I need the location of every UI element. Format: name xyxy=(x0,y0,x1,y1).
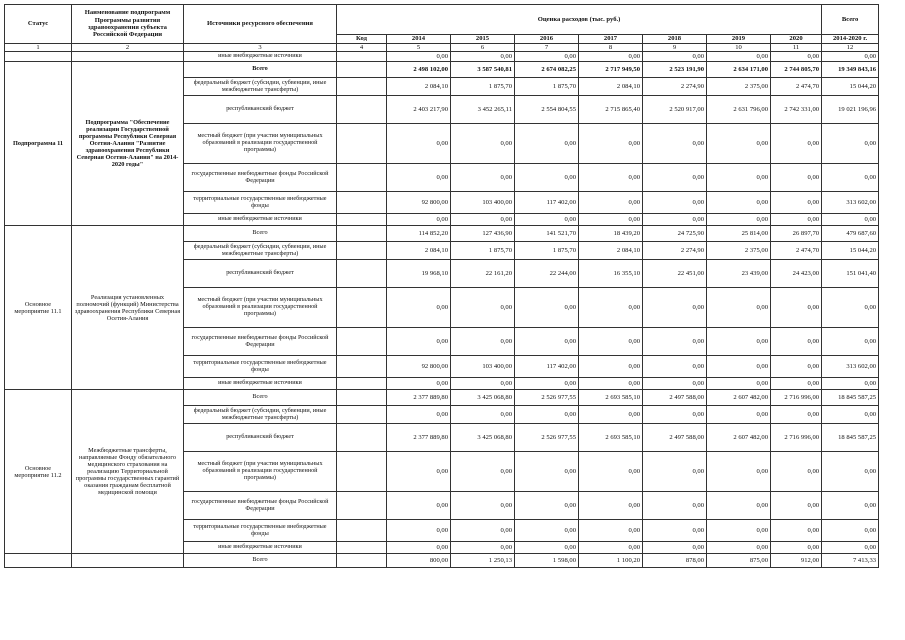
value-cell: 19 968,10 xyxy=(387,260,451,288)
value-cell: 151 041,40 xyxy=(822,260,879,288)
source-cell: территориальные государственные внебюджетные фонды xyxy=(184,192,337,214)
value-cell: 18 845 587,25 xyxy=(822,424,879,452)
value-cell: 0,00 xyxy=(771,124,822,164)
value-cell: 0,00 xyxy=(451,214,515,226)
value-cell: 24 423,00 xyxy=(771,260,822,288)
value-cell: 0,00 xyxy=(579,520,643,542)
value-cell: 0,00 xyxy=(643,164,707,192)
code-cell xyxy=(337,52,387,62)
value-cell: 0,00 xyxy=(579,356,643,378)
value-cell: 18 439,20 xyxy=(579,226,643,242)
value-cell: 0,00 xyxy=(387,520,451,542)
source-cell: Всего xyxy=(184,554,337,568)
code-cell xyxy=(337,452,387,492)
value-cell: 0,00 xyxy=(707,452,771,492)
value-cell: 26 897,70 xyxy=(771,226,822,242)
value-cell: 313 602,00 xyxy=(822,356,879,378)
value-cell: 0,00 xyxy=(771,214,822,226)
value-cell: 0,00 xyxy=(515,452,579,492)
code-cell xyxy=(337,260,387,288)
code-cell xyxy=(337,542,387,554)
value-cell: 0,00 xyxy=(771,406,822,424)
source-cell: государственные внебюджетные фонды Российской Федерации xyxy=(184,492,337,520)
value-cell: 0,00 xyxy=(451,288,515,328)
value-cell: 0,00 xyxy=(822,520,879,542)
source-cell: иные внебюджетные источники xyxy=(184,542,337,554)
value-cell: 800,00 xyxy=(387,554,451,568)
value-cell: 7 413,33 xyxy=(822,554,879,568)
source-cell: иные внебюджетные источники xyxy=(184,214,337,226)
value-cell: 0,00 xyxy=(707,214,771,226)
value-cell: 0,00 xyxy=(822,328,879,356)
code-cell xyxy=(337,226,387,242)
value-cell: 22 451,00 xyxy=(643,260,707,288)
value-cell: 23 439,00 xyxy=(707,260,771,288)
value-cell: 0,00 xyxy=(771,378,822,390)
value-cell: 0,00 xyxy=(771,328,822,356)
value-cell: 0,00 xyxy=(707,406,771,424)
value-cell: 2 674 082,25 xyxy=(515,62,579,78)
value-cell: 875,00 xyxy=(707,554,771,568)
value-cell: 0,00 xyxy=(579,492,643,520)
value-cell: 0,00 xyxy=(387,492,451,520)
program-name-cell: Реализация установленных полномочий (функций) Министерства здравоохранения Республики Северная Осетия-Алания xyxy=(72,226,184,390)
value-cell: 0,00 xyxy=(515,124,579,164)
column-number: 3 xyxy=(184,44,337,52)
value-cell: 0,00 xyxy=(643,214,707,226)
value-cell: 117 402,00 xyxy=(515,356,579,378)
value-cell: 1 100,20 xyxy=(579,554,643,568)
value-cell: 0,00 xyxy=(579,288,643,328)
value-cell: 0,00 xyxy=(771,356,822,378)
source-cell: иные внебюджетные источники xyxy=(184,52,337,62)
value-cell: 22 244,00 xyxy=(515,260,579,288)
code-cell xyxy=(337,520,387,542)
value-cell: 0,00 xyxy=(515,328,579,356)
value-cell: 0,00 xyxy=(387,452,451,492)
table-row xyxy=(5,226,879,242)
value-cell: 127 436,90 xyxy=(451,226,515,242)
value-cell: 0,00 xyxy=(643,356,707,378)
value-cell: 0,00 xyxy=(771,452,822,492)
header-year: 2019 xyxy=(707,35,771,44)
value-cell: 0,00 xyxy=(387,542,451,554)
value-cell: 0,00 xyxy=(707,288,771,328)
value-cell: 1 875,70 xyxy=(515,242,579,260)
code-cell xyxy=(337,328,387,356)
value-cell: 117 402,00 xyxy=(515,192,579,214)
value-cell: 0,00 xyxy=(822,288,879,328)
value-cell: 0,00 xyxy=(822,164,879,192)
value-cell: 0,00 xyxy=(643,492,707,520)
value-cell: 0,00 xyxy=(707,492,771,520)
value-cell: 2 274,90 xyxy=(643,242,707,260)
value-cell: 0,00 xyxy=(515,542,579,554)
table-row xyxy=(5,62,879,78)
code-cell xyxy=(337,124,387,164)
header-total: Всего xyxy=(822,5,879,35)
value-cell: 22 161,20 xyxy=(451,260,515,288)
header-code: Код xyxy=(337,35,387,44)
value-cell: 2 693 585,10 xyxy=(579,390,643,406)
value-cell: 103 400,00 xyxy=(451,356,515,378)
source-cell: Всего xyxy=(184,390,337,406)
column-number: 6 xyxy=(451,44,515,52)
value-cell: 0,00 xyxy=(771,192,822,214)
value-cell: 0,00 xyxy=(579,452,643,492)
value-cell: 0,00 xyxy=(822,492,879,520)
value-cell: 19 349 843,16 xyxy=(822,62,879,78)
value-cell: 0,00 xyxy=(822,52,879,62)
value-cell: 2 716 996,00 xyxy=(771,390,822,406)
value-cell: 141 521,70 xyxy=(515,226,579,242)
source-cell: местный бюджет (при участии муниципальных образований в реализации государственной программы) xyxy=(184,452,337,492)
value-cell: 92 800,00 xyxy=(387,192,451,214)
value-cell: 0,00 xyxy=(451,328,515,356)
header-source: Источники ресурсного обеспечения xyxy=(184,5,337,44)
value-cell: 0,00 xyxy=(515,492,579,520)
header-total-period: 2014-2020 г. xyxy=(822,35,879,44)
value-cell: 2 693 585,10 xyxy=(579,424,643,452)
value-cell: 2 084,10 xyxy=(579,78,643,96)
value-cell: 0,00 xyxy=(579,52,643,62)
value-cell: 0,00 xyxy=(515,52,579,62)
value-cell: 0,00 xyxy=(771,288,822,328)
value-cell: 18 845 587,25 xyxy=(822,390,879,406)
value-cell: 1 875,70 xyxy=(451,242,515,260)
value-cell: 0,00 xyxy=(643,288,707,328)
value-cell: 1 250,13 xyxy=(451,554,515,568)
value-cell: 1 598,00 xyxy=(515,554,579,568)
value-cell: 0,00 xyxy=(579,164,643,192)
value-cell: 114 852,20 xyxy=(387,226,451,242)
code-cell xyxy=(337,214,387,226)
value-cell: 0,00 xyxy=(579,124,643,164)
value-cell: 0,00 xyxy=(771,542,822,554)
value-cell: 0,00 xyxy=(387,406,451,424)
table-row xyxy=(5,390,879,406)
value-cell: 0,00 xyxy=(643,452,707,492)
code-cell xyxy=(337,406,387,424)
value-cell: 24 725,90 xyxy=(643,226,707,242)
name-cell-empty xyxy=(72,52,184,62)
value-cell: 3 452 265,11 xyxy=(451,96,515,124)
value-cell: 0,00 xyxy=(822,452,879,492)
value-cell: 2 631 796,00 xyxy=(707,96,771,124)
value-cell: 2 375,00 xyxy=(707,242,771,260)
value-cell: 0,00 xyxy=(643,52,707,62)
value-cell: 2 607 482,00 xyxy=(707,390,771,406)
source-cell: местный бюджет (при участии муниципальных образований в реализации государственной программы) xyxy=(184,288,337,328)
code-cell xyxy=(337,356,387,378)
header-year: 2018 xyxy=(643,35,707,44)
value-cell: 15 044,20 xyxy=(822,242,879,260)
value-cell: 313 602,00 xyxy=(822,192,879,214)
status-cell-empty xyxy=(5,554,72,568)
value-cell: 0,00 xyxy=(707,378,771,390)
value-cell: 0,00 xyxy=(707,328,771,356)
value-cell: 2 634 171,00 xyxy=(707,62,771,78)
table-body xyxy=(5,52,879,568)
column-number: 10 xyxy=(707,44,771,52)
value-cell: 0,00 xyxy=(387,164,451,192)
value-cell: 0,00 xyxy=(822,378,879,390)
value-cell: 0,00 xyxy=(451,520,515,542)
program-name-cell: Подпрограмма "Обеспечение реализации Государственной программы Республики Северная Осетия-Алания "Развитие здравоохранения Республики Северная Осетия-Алания" на 2014-2020 годы" xyxy=(72,62,184,226)
value-cell: 2 403 217,90 xyxy=(387,96,451,124)
column-number: 2 xyxy=(72,44,184,52)
value-cell: 2 716 996,00 xyxy=(771,424,822,452)
value-cell: 0,00 xyxy=(515,378,579,390)
value-cell: 912,00 xyxy=(771,554,822,568)
status-cell: Подпрограмма 11 xyxy=(5,62,72,226)
value-cell: 0,00 xyxy=(387,52,451,62)
header-year: 2020 xyxy=(771,35,822,44)
value-cell: 2 526 977,55 xyxy=(515,424,579,452)
value-cell: 0,00 xyxy=(387,378,451,390)
value-cell: 0,00 xyxy=(451,164,515,192)
value-cell: 0,00 xyxy=(643,542,707,554)
value-cell: 0,00 xyxy=(707,520,771,542)
column-number: 11 xyxy=(771,44,822,52)
column-number: 4 xyxy=(337,44,387,52)
value-cell: 0,00 xyxy=(771,492,822,520)
value-cell: 0,00 xyxy=(643,328,707,356)
code-cell xyxy=(337,62,387,78)
value-cell: 2 377 889,80 xyxy=(387,424,451,452)
code-cell xyxy=(337,424,387,452)
source-cell: государственные внебюджетные фонды Российской Федерации xyxy=(184,328,337,356)
value-cell: 2 375,00 xyxy=(707,78,771,96)
value-cell: 0,00 xyxy=(707,356,771,378)
value-cell: 103 400,00 xyxy=(451,192,515,214)
value-cell: 0,00 xyxy=(771,164,822,192)
value-cell: 0,00 xyxy=(515,520,579,542)
code-cell xyxy=(337,78,387,96)
code-cell xyxy=(337,390,387,406)
value-cell: 2 742 331,00 xyxy=(771,96,822,124)
value-cell: 0,00 xyxy=(579,406,643,424)
value-cell: 2 715 865,40 xyxy=(579,96,643,124)
name-cell-empty xyxy=(72,554,184,568)
value-cell: 0,00 xyxy=(515,406,579,424)
value-cell: 0,00 xyxy=(822,124,879,164)
header-estimate: Оценка расходов (тыс. руб.) xyxy=(337,5,822,35)
value-cell: 0,00 xyxy=(451,492,515,520)
program-name-cell: Межбюджетные трансферты, направляемые Фонду обязательного медицинского страхования на реализацию Территориальной программы государственных гарантий оказания гражданам бесплатной медицинской помощи xyxy=(72,390,184,554)
code-cell xyxy=(337,288,387,328)
value-cell: 2 497 588,00 xyxy=(643,390,707,406)
value-cell: 2 520 917,00 xyxy=(643,96,707,124)
table-row xyxy=(5,52,879,62)
code-cell xyxy=(337,554,387,568)
value-cell: 2 523 191,90 xyxy=(643,62,707,78)
value-cell: 878,00 xyxy=(643,554,707,568)
value-cell: 0,00 xyxy=(643,192,707,214)
value-cell: 0,00 xyxy=(515,214,579,226)
value-cell: 0,00 xyxy=(822,406,879,424)
value-cell: 0,00 xyxy=(579,378,643,390)
header-year: 2017 xyxy=(579,35,643,44)
column-number: 1 xyxy=(5,44,72,52)
value-cell: 0,00 xyxy=(387,214,451,226)
value-cell: 0,00 xyxy=(451,542,515,554)
value-cell: 0,00 xyxy=(771,52,822,62)
code-cell xyxy=(337,96,387,124)
source-cell: Всего xyxy=(184,62,337,78)
value-cell: 0,00 xyxy=(707,192,771,214)
column-number: 9 xyxy=(643,44,707,52)
value-cell: 2 274,90 xyxy=(643,78,707,96)
value-cell: 0,00 xyxy=(643,406,707,424)
header-year: 2016 xyxy=(515,35,579,44)
code-cell xyxy=(337,492,387,520)
header-year: 2014 xyxy=(387,35,451,44)
source-cell: федеральный бюджет (субсидии, субвенции, иные межбюджетные трансферты) xyxy=(184,242,337,260)
code-cell xyxy=(337,164,387,192)
value-cell: 2 607 482,00 xyxy=(707,424,771,452)
source-cell: республиканский бюджет xyxy=(184,424,337,452)
column-number: 8 xyxy=(579,44,643,52)
source-cell: местный бюджет (при участии муниципальных образований в реализации государственной программы) xyxy=(184,124,337,164)
status-cell: Основное мероприятие 11.2 xyxy=(5,390,72,554)
value-cell: 0,00 xyxy=(451,406,515,424)
value-cell: 0,00 xyxy=(707,542,771,554)
column-number: 7 xyxy=(515,44,579,52)
value-cell: 3 425 068,80 xyxy=(451,424,515,452)
code-cell xyxy=(337,242,387,260)
value-cell: 2 497 588,00 xyxy=(643,424,707,452)
value-cell: 0,00 xyxy=(451,378,515,390)
status-cell: Основное мероприятие 11.1 xyxy=(5,226,72,390)
value-cell: 1 875,70 xyxy=(451,78,515,96)
status-cell-empty xyxy=(5,52,72,62)
value-cell: 2 474,70 xyxy=(771,78,822,96)
value-cell: 0,00 xyxy=(822,214,879,226)
value-cell: 3 425 068,80 xyxy=(451,390,515,406)
code-cell xyxy=(337,378,387,390)
value-cell: 0,00 xyxy=(387,328,451,356)
value-cell: 0,00 xyxy=(579,192,643,214)
header-year: 2015 xyxy=(451,35,515,44)
value-cell: 0,00 xyxy=(707,52,771,62)
value-cell: 2 377 889,80 xyxy=(387,390,451,406)
value-cell: 2 526 977,55 xyxy=(515,390,579,406)
value-cell: 2 744 805,70 xyxy=(771,62,822,78)
value-cell: 2 498 102,00 xyxy=(387,62,451,78)
value-cell: 0,00 xyxy=(579,542,643,554)
source-cell: республиканский бюджет xyxy=(184,260,337,288)
value-cell: 0,00 xyxy=(707,124,771,164)
value-cell: 0,00 xyxy=(451,124,515,164)
value-cell: 0,00 xyxy=(451,452,515,492)
value-cell: 25 814,00 xyxy=(707,226,771,242)
value-cell: 0,00 xyxy=(451,52,515,62)
value-cell: 0,00 xyxy=(822,542,879,554)
value-cell: 2 084,10 xyxy=(579,242,643,260)
source-cell: территориальные государственные внебюджетные фонды xyxy=(184,356,337,378)
value-cell: 479 687,60 xyxy=(822,226,879,242)
value-cell: 2 717 949,50 xyxy=(579,62,643,78)
value-cell: 2 084,10 xyxy=(387,78,451,96)
value-cell: 0,00 xyxy=(515,288,579,328)
table-row xyxy=(5,554,879,568)
value-cell: 0,00 xyxy=(643,378,707,390)
column-number: 5 xyxy=(387,44,451,52)
code-cell xyxy=(337,192,387,214)
source-cell: федеральный бюджет (субсидии, субвенции, иные межбюджетные трансферты) xyxy=(184,78,337,96)
source-cell: государственные внебюджетные фонды Российской Федерации xyxy=(184,164,337,192)
value-cell: 3 587 540,81 xyxy=(451,62,515,78)
source-cell: федеральный бюджет (субсидии, субвенции, иные межбюджетные трансферты) xyxy=(184,406,337,424)
value-cell: 15 044,20 xyxy=(822,78,879,96)
header-name: Наименование подпрограмм Программы развития здравоохранения субъекта Российской Федерации xyxy=(72,5,184,44)
value-cell: 0,00 xyxy=(771,520,822,542)
value-cell: 1 875,70 xyxy=(515,78,579,96)
source-cell: республиканский бюджет xyxy=(184,96,337,124)
value-cell: 19 021 196,96 xyxy=(822,96,879,124)
value-cell: 0,00 xyxy=(643,520,707,542)
column-number: 12 xyxy=(822,44,879,52)
value-cell: 16 355,10 xyxy=(579,260,643,288)
source-cell: Всего xyxy=(184,226,337,242)
budget-table xyxy=(4,4,879,568)
value-cell: 2 474,70 xyxy=(771,242,822,260)
value-cell: 0,00 xyxy=(387,124,451,164)
value-cell: 0,00 xyxy=(707,164,771,192)
value-cell: 2 554 804,55 xyxy=(515,96,579,124)
value-cell: 0,00 xyxy=(387,288,451,328)
value-cell: 0,00 xyxy=(579,328,643,356)
value-cell: 0,00 xyxy=(579,214,643,226)
value-cell: 92 800,00 xyxy=(387,356,451,378)
source-cell: иные внебюджетные источники xyxy=(184,378,337,390)
source-cell: территориальные государственные внебюджетные фонды xyxy=(184,520,337,542)
value-cell: 2 084,10 xyxy=(387,242,451,260)
value-cell: 0,00 xyxy=(515,164,579,192)
value-cell: 0,00 xyxy=(643,124,707,164)
header-status: Статус xyxy=(5,5,72,44)
